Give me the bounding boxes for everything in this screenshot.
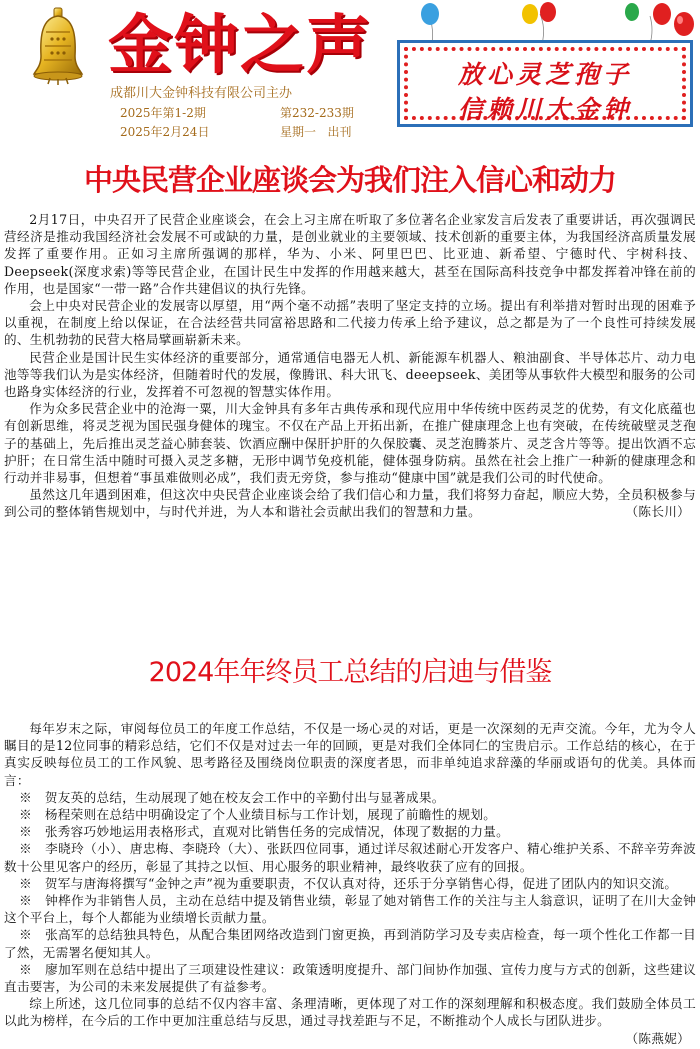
article1-paragraph-text: 虽然这几年遇到困难，但这次中央民营企业座谈会给了我们信心和力量，我们将努力奋起，顺应大势，全员积极参与到公司的整体销售规划中，与时代并进，为人本和谐社会贡献出我们的智慧和力量。: [4, 487, 696, 520]
article1-paragraph: [4, 486, 696, 520]
article1-headline: 中央民营企业座谈会为我们注入信心和动力: [83, 163, 616, 197]
article2-headline: 2024年年终员工总结的启迪与借鉴: [148, 657, 552, 688]
issue-date: 2025年2月24日: [120, 125, 210, 139]
article2-bullet: ※ 廖加军则在总结中提出了三项建设性建议：政策透明度提升、部门间协作加强、宣传力度与方式的创新，这些建议直击要害，为公司的未来发展提供了有益参考。: [4, 961, 696, 995]
newspaper-title: 金钟之声: [108, 9, 372, 83]
article1-body: [4, 211, 696, 521]
balloons-icon: [400, 0, 700, 45]
issue-weekday: 星期一: [280, 125, 317, 139]
issue-total: 第232-233期: [280, 106, 354, 120]
issue-date-line: [120, 123, 351, 140]
article2-body: [4, 720, 696, 1047]
issue-published: 出刊: [327, 125, 352, 139]
article2-conclusion: [4, 995, 696, 1046]
article2-bullet: ※ 贺友英的总结，生动展现了她在校友会工作中的辛勤付出与显著成果。: [19, 789, 445, 805]
masthead: [0, 0, 700, 150]
article1-byline: （陈长川）: [625, 504, 690, 520]
slogan-line-1: 放心灵芝孢子: [457, 60, 632, 89]
slogan-box: [397, 40, 693, 127]
article2-bullet: ※ 李晓玲（小）、唐忠梅、李晓玲（大）、张跃四位同事，通过详尽叙述耐心开发客户、精心维护关系、不辞辛劳奔波数十公里见客户的经历，彰显了其持之以恒、用心服务的职业精神，最终收获了应有的回报。: [4, 841, 696, 874]
article2-byline: （陈燕妮）: [625, 1030, 690, 1046]
article1-paragraph: 民营企业是国计民生实体经济的重要部分，通常通信电器无人机、新能源车机器人、粮油副食、半导体芯片、动力电池等等我们认为是实体经济，但随着时代的发展，像腾讯、科大讯飞、deeepseek、美团等从事软件大模型和服务的公司也路身实体经济的行业，发挥着不可忽视的智慧实体作用。: [4, 349, 696, 400]
article1-paragraph: 2月17日，中央召开了民营企业座谈会，在会上习主席在听取了多位著名企业家发言后发表了重要讲话，再次强调民营经济是推动我国经济社会发展不可或缺的力量，是创业就业的主要领域、技术创新的重要主体，为我国经济高质量发展发挥了重要作用。正如习主席所强调的那样，华为、小米、阿里巴巴、比亚迪、新希望、宁德时代、宇树科技、Deepseek(深度求索)等等民营企业，在国计民生中发挥的作用越来越大，甚至在国际高科技竞争中都发挥着冲锋在前的作用，也是国家“一带一路”合作共建倡议的执行先锋。: [4, 212, 696, 296]
article1-paragraph: 作为众多民营企业中的沧海一粟，川大金钟具有多年古典传承和现代应用中华传统中医药灵芝的优势，有文化底蕴也有创新思维，将灵芝视为国民强身健体的瑰宝。不仅在产品上开拓出新，在推广健康理念上也有突破，在传统破壁灵芝孢子的基础上，先后推出灵芝益心肺套装、饮酒应酬中保肝护肝的久保胶囊、灵芝泡腾茶片、灵芝含片等等。提出饮酒不忘护肝；在日常生活中随时可摄入灵芝多糖，无形中调节免疫机能，健体强身防病。虽然在社会上推广一种新的健康理念和行动并非易事，但想着“事虽难做则必成”，我们责无旁贷，参与推动“健康中国”就是我们公司的时代使命。: [4, 401, 696, 486]
golden-bell-icon: [30, 6, 86, 86]
article2-bullet: ※ 张秀容巧妙地运用表格形式，直观对比销售任务的完成情况，体现了数据的力量。: [19, 824, 510, 840]
sponsor-line: 成都川大金钟科技有限公司主办: [110, 86, 293, 101]
article1-paragraph: 会上中央对民营企业的发展寄以厚望，用“两个毫不动摇”表明了坚定支持的立场。提出有利举措对暂时出现的困难予以重视，在制度上给以保证，在合法经营共同富裕思路和二代接力传承上给予建议，总之都是为了一个良性可持续发展的、生机勃勃的民营大格局擘画崭新未来。: [4, 298, 696, 348]
article2-intro: 每年岁末之际，审阅每位员工的年度工作总结，不仅是一场心灵的对话，更是一次深刻的无声交流。今年，尤为令人瞩目的是12位同事的精彩总结，它们不仅是对过去一年的回顾，更是对我们全体同仁的宝贵启示。工作总结的核心，在于真实反映每位员工的工作风貌、思考路径及围绕岗位职责的深度者思，而非单纯追求辞藻的华丽或语句的优美。具体而言：: [4, 721, 696, 788]
article2-bullet: ※ 杨程荣则在总结中明确设定了个人业绩目标与工作计划，展现了前瞻性的规划。: [19, 807, 497, 823]
issue-numbers: [120, 104, 354, 121]
article2-bullet: ※ 钟桦作为非销售人员，主动在总结中提及销售业绩，彰显了她对销售工作的关注与主人翁意识，证明了在川大金钟这个平台上，每个人都能为业绩增长贡献力量。: [4, 893, 696, 926]
article2-conclusion-text: 综上所述，这几位同事的总结不仅内容丰富、条理清晰，更体现了对工作的深刻理解和积极态度。我们鼓励全体员工以此为榜样，在今后的工作中更加注重总结与反思，通过寻找差距与不足，不断推动个人成长与团队进步。: [4, 996, 696, 1029]
article2-bullet: ※ 张高军的总结独具特色，从配合集团网络改造到门窗更换，再到消防学习及专卖店检查，每一项个性化工作都一目了然，无需署名便知其人。: [4, 927, 696, 960]
issue-year: 2025年第1-2期: [120, 106, 206, 120]
article2-bullet: ※ 贺军与唐海将撰写“金钟之声”视为重要职责，不仅认真对待，还乐于分享销售心得，促进了团队内的知识交流。: [19, 875, 678, 891]
slogan-line-2: 信赖川大金钟: [457, 95, 632, 124]
